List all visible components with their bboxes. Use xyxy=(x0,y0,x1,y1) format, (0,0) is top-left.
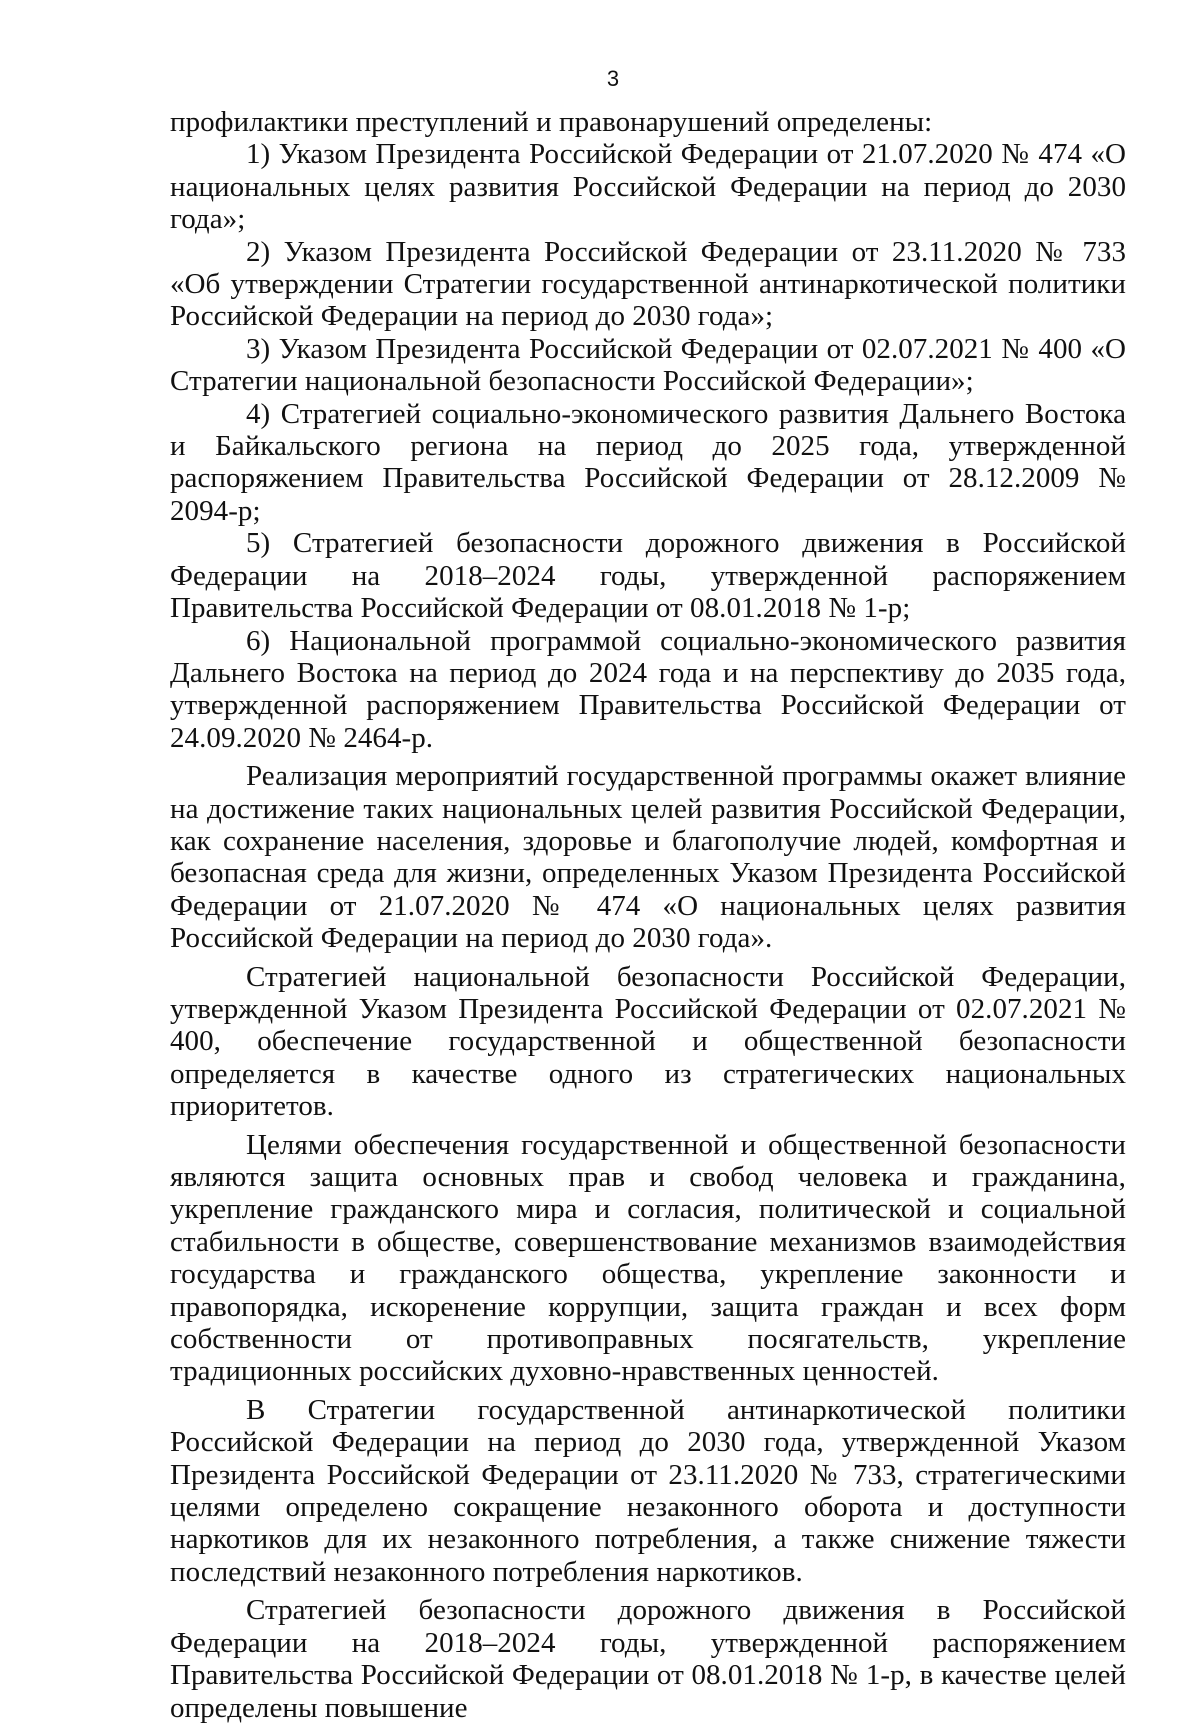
list-item-6: 6) Национальной программой социально-экономического развития Дальнего Востока на период до 2024 года и на перспективу до 2035 года, утвержденной распоряжением Правительства Российской Федерации от 24.09.2020 № 2464-р. xyxy=(170,624,1126,754)
paragraph-antidrug-strategy: В Стратегии государственной антинаркотической политики Российской Федерации на период до 2030 года, утвержденной Указом Президента Российской Федерации от 23.11.2020 № 733, стратегическими целями определено сокращение незаконного оборота и доступности наркотиков для их незаконного потребления, а также снижение тяжести последствий незаконного потребления наркотиков. xyxy=(170,1393,1126,1588)
paragraph-implementation: Реализация мероприятий государственной программы окажет влияние на достижение таких национальных целей развития Российской Федерации, как сохранение населения, здоровье и благополучие людей, комфортная и безопасная среда для жизни, определенных Указом Президента Российской Федерации от 21.07.2020 № 474 «О национальных целях развития Российской Федерации на период до 2030 года». xyxy=(170,760,1126,955)
document-body xyxy=(170,106,1126,1724)
paragraph-security-goals: Целями обеспечения государственной и общественной безопасности являются защита основных прав и свобод человека и гражданина, укрепление гражданского мира и согласия, политической и социальной стабильности в обществе, совершенствование механизмов взаимодействия государства и гражданского общества, укрепление законности и правопорядка, искоренение коррупции, защита граждан и всех форм собственности от противоправных посягательств, укрепление традиционных российских духовно-нравственных ценностей. xyxy=(170,1128,1126,1388)
paragraph-intro: профилактики преступлений и правонарушений определены: xyxy=(170,106,933,138)
list-item-3: 3) Указом Президента Российской Федерации от 02.07.2021 № 400 «О Стратегии национальной безопасности Российской Федерации»; xyxy=(170,332,1126,398)
paragraph-road-safety: Стратегией безопасности дорожного движения в Российской Федерации на 2018–2024 годы, утвержденной распоряжением Правительства Российской Федерации от 08.01.2018 № 1-р, в качестве целей определены повышение xyxy=(170,1594,1126,1724)
list-item-5: 5) Стратегией безопасности дорожного движения в Российской Федерации на 2018–2024 годы, утвержденной распоряжением Правительства Российской Федерации от 08.01.2018 № 1-р; xyxy=(170,527,1126,625)
list-item-2: 2) Указом Президента Российской Федерации от 23.11.2020 № 733 «Об утверждении Стратегии государственной антинаркотической политики Российской Федерации на период до 2030 года»; xyxy=(170,235,1126,333)
list-item-4: 4) Стратегией социально-экономического развития Дальнего Востока и Байкальского региона на период до 2025 года, утвержденной распоряжением Правительства Российской Федерации от 28.12.2009 № 2094-р; xyxy=(170,397,1126,527)
list-item-1: 1) Указом Президента Российской Федерации от 21.07.2020 № 474 «О национальных целях развития Российской Федерации на период до 2030 года»; xyxy=(170,138,1126,236)
page-number: 3 xyxy=(606,66,620,91)
paragraph-national-security: Стратегией национальной безопасности Российской Федерации, утвержденной Указом Президента Российской Федерации от 02.07.2021 № 400, обеспечение государственной и общественной безопасности определяется в качестве одного из стратегических национальных приоритетов. xyxy=(170,960,1126,1123)
